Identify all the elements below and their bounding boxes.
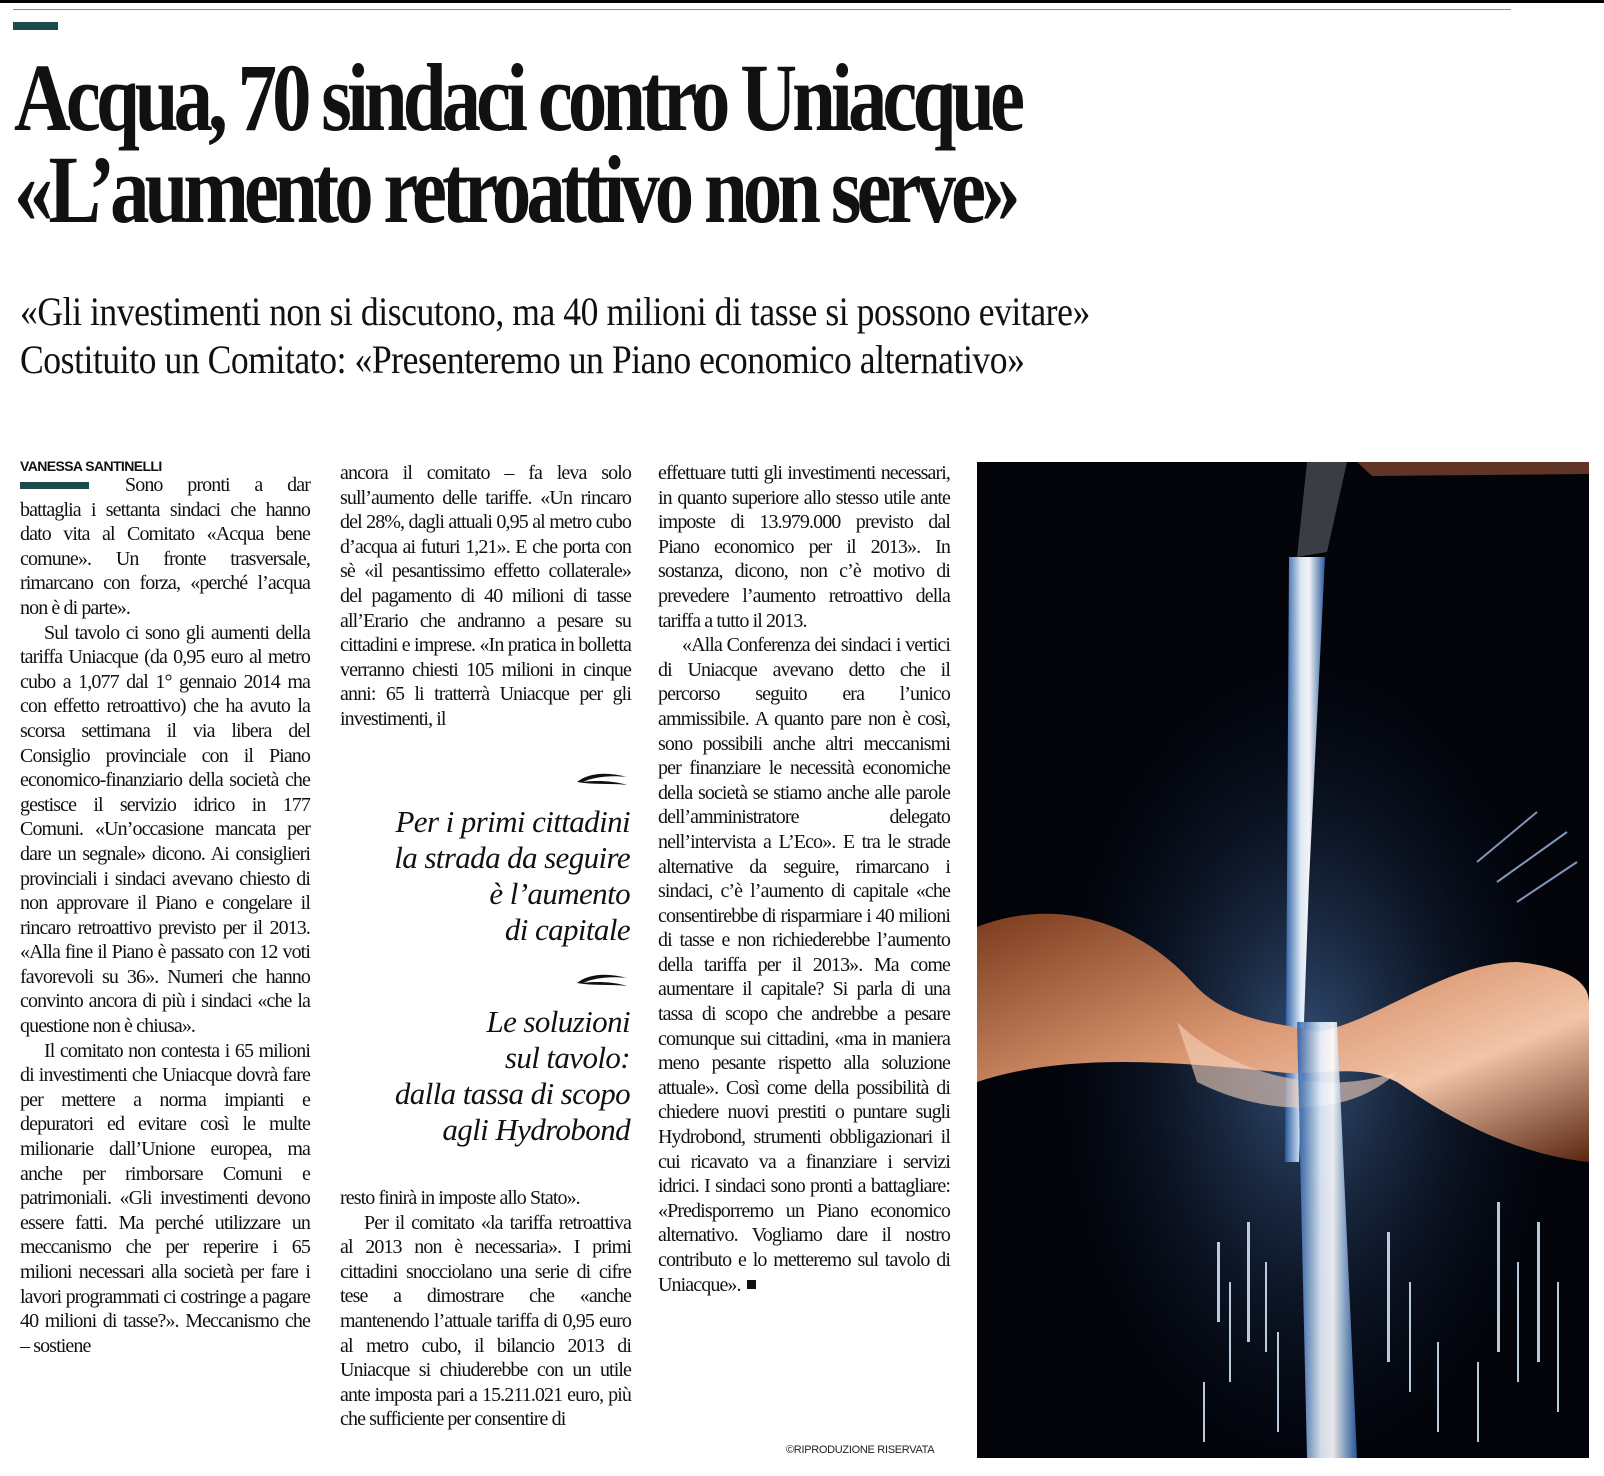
copyright-notice: ©RIPRODUZIONE RISERVATA [786,1444,935,1456]
paragraph: Sono pronti a dar battaglia i settanta sindaci che hanno dato vita al Comitato «Acqua bene comune». Un fronte trasversale, rimarcano con forza, «perché l’acqua non è di parte». [20,474,310,619]
water-hands-photo [977,462,1589,1458]
article-column-3 [658,461,950,1297]
article-column-2-top [340,461,631,732]
paragraph [658,633,950,1297]
pull-quote [340,1004,630,1148]
subheadline-line-1: «Gli investimenti non si discutono, ma 40 milioni di tasse si possono evitare» [20,289,1090,334]
subheadline-line-2: Costituito un Comitato: «Presenteremo un Piano economico alternativo» [20,337,1025,382]
headline-line-1: Acqua, 70 sindaci contro Uniacque [14,44,1021,151]
pull-quote-line: Per i primi cittadini [395,804,630,839]
paragraph: Per il comitato «la tariffa retroattiva al 2013 non è necessaria». I primi cittadini snocciolano una serie di cifre tese a dimostrare che «anche mantenendo l’attuale tariffa di 0,95 euro al metro cubo, il bilancio 2013 di Uniacque si chiuderebbe con un utile ante imposta pari a 15.211.021 euro, più che sufficiente per consentire di [340,1211,631,1431]
headline [14,44,1293,243]
pull-quote-line: sul tavolo: [504,1040,630,1075]
pull-quote-line: è l’aumento [489,876,630,911]
paragraph: resto finirà in imposte allo Stato». [340,1187,580,1209]
pull-quote-line: di capitale [504,912,630,947]
paragraph-text: «Alla Conferenza dei sindaci i vertici di Uniacque avevano detto che il percorso seguito era l’unico ammissibile. A quanto pare non è così, sono possibili anche altri meccanismi per finanziare le necessità economiche della società se stiamo anche alle parole dell’amministratore delegato nell’intervista a L’Eco». E tra le strade alternative da seguire, rimarcano i sindaci, c’è l’aumento di capitale «che consentirebbe di risparmiare i 40 milioni di tasse e non richiederebbe l’aumento della tariffa per il 2013». Ma come aumentare il capitale? Si parla di una tassa di scopo che andrebbe a pesare comunque sui cittadini, «ma in maniera meno pesante rispetto alla soluzione attuale». Così come della possibilità di chiedere nuovi prestiti o puntare sugli Hydrobond, strumenti obbligazionari il cui ricavato va a finanziare i servizi idrici. I sindaci sono pronti a battagliare: «Predisporremo un Piano economico alternativo. Vogliamo dare il nostro contributo e lo metteremo sul tavolo di Uniacque». [658,634,950,1296]
pull-quote-line: dalla tassa di scopo [394,1076,630,1111]
flourish-ornament-icon [575,971,629,991]
flourish-ornament-icon [575,770,629,790]
article-column-1 [20,473,310,1358]
top-rule [0,0,1604,3]
pull-quote-line: la strada da seguire [394,840,630,875]
paragraph: Sul tavolo ci sono gli aumenti della tariffa Uniacque (da 0,95 euro al metro cubo a 1,077 dal 1° gennaio 2014 ma con effetto retroattivo) che ha avuto la scorsa settimana il via libera del Consiglio provinciale con il Piano economico-finanziario della società che gestisce il servizio idrico in 177 Comuni. «Un’occasione mancata per dare un segnale» dicono. Ai consiglieri provinciali i sindaci avevano chiesto di non approvare il Piano e congelare il rincaro retroattivo previsto per il 2013. «Alla fine il Piano è passato con 12 voti favorevoli su 36». Numeri che hanno convinto ancora di più i sindaci «che la questione non è chiusa». [20,621,310,1038]
paragraph: effettuare tutti gli investimenti necessari, in quanto superiore allo stesso utile ante imposte di 13.979.000 previsto dal Piano economico per il 2013». In sostanza, dicono, non c’è motivo di prevedere l’aumento retroattivo della tariffa a tutto il 2013. [658,462,950,632]
article-photo [977,462,1589,1458]
pull-quote-line: Le soluzioni [486,1004,630,1039]
header-divider [13,9,1511,10]
pull-quote-line: agli Hydrobond [442,1112,630,1147]
paragraph: ancora il comitato – fa leva solo sull’aumento delle tariffe. «Un rincaro del 28%, dagli attuali 0,95 al metro cubo d’acqua ai futuri 1,21». E che porta con sè «il pesantissimo effetto collaterale» del pagamento di 40 milioni di tasse all’Erario che andranno a pesare su cittadini e imprese. «In pratica in bolletta verranno chiesti 105 milioni in cinque anni: 65 li tratterrà Uniacque per gli investimenti, il [340,462,631,730]
pull-quote [340,804,630,948]
headline-line-2: «L’aumento retroattivo non serve» [14,136,1016,243]
paragraph: Il comitato non contesta i 65 milioni di investimenti che Uniacque dovrà fare per mettere a norma impianti e depuratori ed evitare così le multe milionarie dall’Unione europea, ma anche per rimborsare Comuni e patrimoniali. «Gli investimenti devono essere fatti. Ma perché utilizzare un meccanismo che per reperire i 65 milioni necessari alla società per fare i lavori programmati ci costringe a pagare 40 milioni di tasse?». Meccanismo che – sostiene [20,1039,310,1357]
byline: VANESSA SANTINELLI [20,458,162,474]
section-marker [13,22,58,30]
article-column-2-bottom [340,1186,631,1432]
end-of-article-icon [747,1280,756,1289]
subheadline [20,288,1090,384]
